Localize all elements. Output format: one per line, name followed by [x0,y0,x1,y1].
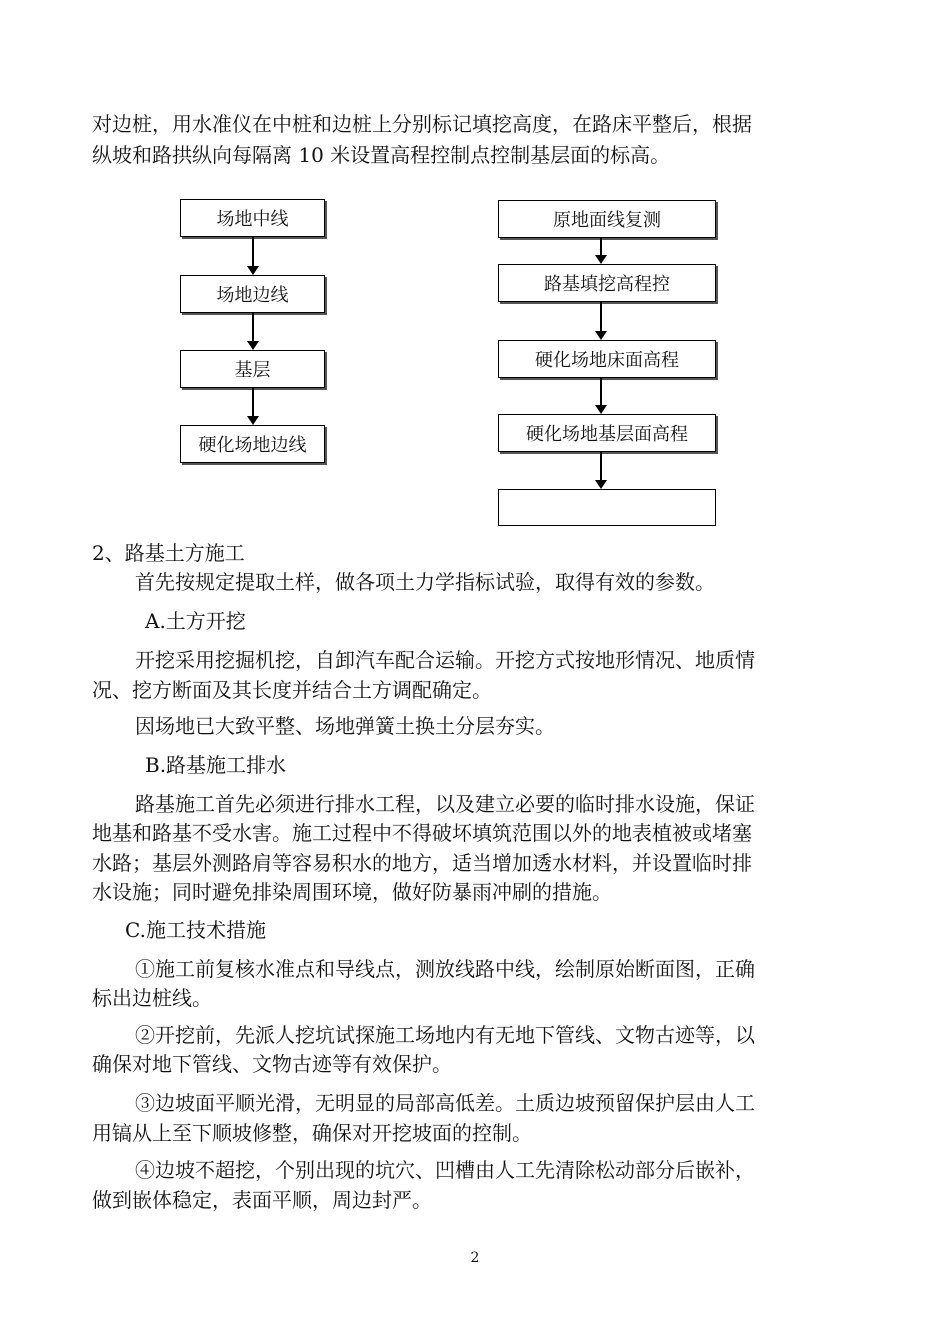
subsection-title-a: A.土方开挖 [145,609,246,633]
section-heading: 2、路基土方施工 [92,541,245,565]
flow-arrow [600,238,602,262]
paragraph-line: 确保对地下管线、文物古迹等有效保护。 [92,1052,452,1076]
flow-left-box-4: 硬化场地边线 [180,425,325,463]
paragraph-line: 用镐从上至下顺坡修整，确保对开挖坡面的控制。 [92,1121,532,1145]
intro-line-1: 对边桩，用水准仪在中桩和边桩上分别标记填挖高度，在路床平整后，根据 [92,112,752,136]
paragraph-line: ④边坡不超挖，个别出现的坑穴、凹槽由人工先清除松动部分后嵌补， [135,1158,755,1182]
paragraph-line: 开挖采用挖掘机挖，自卸汽车配合运输。开挖方式按地形情况、地质情 [135,648,755,672]
flow-right-box-5 [498,489,716,526]
flow-left-box-1: 场地中线 [180,199,325,237]
paragraph-line: 做到嵌体稳定，表面平顺，周边封严。 [92,1188,432,1212]
flow-right-box-4: 硬化场地基层面高程 [498,414,716,452]
flow-arrow [252,388,254,423]
page-number: 2 [470,1250,480,1266]
paragraph-line: ①施工前复核水准点和导线点，测放线路中线，绘制原始断面图，正确 [135,957,755,981]
paragraph-line: 水路；基层外测路肩等容易积水的地方，适当增加透水材料，并设置临时排 [92,851,752,875]
flow-arrow [252,237,254,273]
paragraph-line: ③边坡面平顺光滑，无明显的局部高低差。土质边坡预留保护层由人工 [135,1091,755,1115]
subsection-title-c: C.施工技术措施 [125,918,266,942]
intro-line-2: 纵坡和路拱纵向每隔离 10 米设置高程控制点控制基层面的标高。 [92,143,671,167]
paragraph-line: 路基施工首先必须进行排水工程，以及建立必要的临时排水设施，保证 [135,792,755,816]
paragraph: 首先按规定提取土样，做各项土力学指标试验，取得有效的参数。 [135,570,715,594]
paragraph: 因场地已大致平整、场地弹簧土换土分层夯实。 [135,714,555,738]
flow-right-box-1: 原地面线复测 [498,200,716,238]
flow-left-box-2: 场地边线 [180,275,325,313]
paragraph-line: 地基和路基不受水害。施工过程中不得破坏填筑范围以外的地表植被或堵塞 [92,821,752,845]
flow-right-box-3: 硬化场地床面高程 [498,340,716,378]
flow-arrow [252,313,254,348]
subsection-title-b: B.路基施工排水 [145,753,287,777]
paragraph-line: 况、挖方断面及其长度并结合土方调配确定。 [92,678,492,702]
flow-left-box-3: 基层 [180,350,325,388]
flow-arrow [600,302,602,338]
paragraph-line: ②开挖前，先派人挖坑试探施工场地内有无地下管线、文物古迹等，以 [135,1023,755,1047]
paragraph-line: 水设施；同时避免排染周围环境，做好防暴雨冲刷的措施。 [92,880,612,904]
paragraph-line: 标出边桩线。 [92,986,212,1010]
flow-right-box-2: 路基填挖高程控 [498,264,716,302]
flow-arrow [600,452,602,487]
flow-arrow [600,378,602,412]
